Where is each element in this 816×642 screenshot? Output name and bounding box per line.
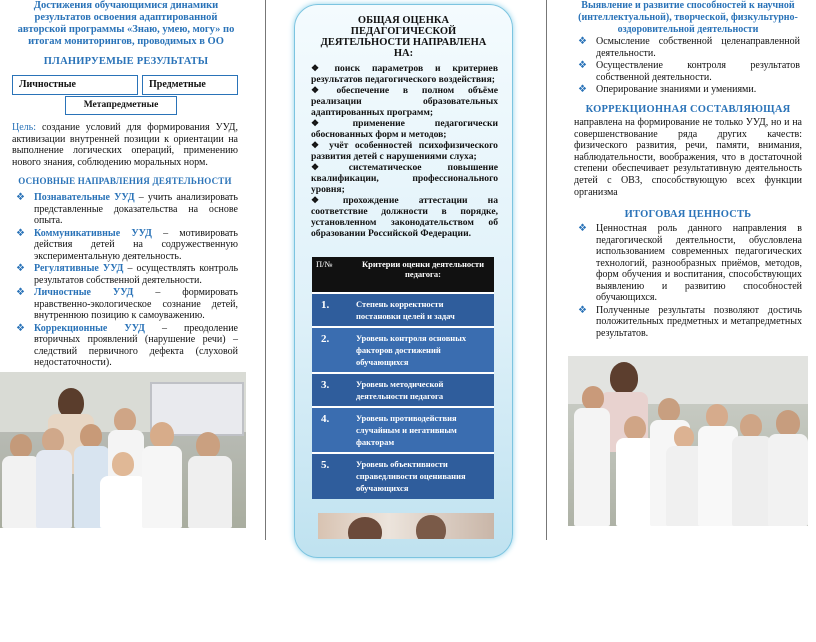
diamond-icon: ❖	[578, 60, 587, 71]
diamond-icon: ❖	[311, 162, 343, 172]
goal-text: создание условий для формирования УУД, активизации внутренней позиции к ориентации на выполнение логических операций, применению нового знания, соблюдению моральных норм.	[12, 122, 238, 168]
list-item-text: прохождение аттестации на соответствие должности в порядке, установленном законодательством об образовании Российской Федерации.	[311, 195, 499, 239]
abilities-list	[574, 36, 800, 97]
row-criterion: Уровень противодействия случайным и негативным факторам	[352, 407, 494, 453]
diamond-icon: ❖	[16, 287, 25, 298]
list-item-text: поиск параметров и критериев результатов педагогического воздействия;	[311, 63, 498, 85]
divider-right	[546, 0, 547, 540]
list-item	[574, 60, 800, 83]
diamond-icon: ❖	[311, 118, 347, 128]
column-header-criteria: Критерии оценки деятельности педагога:	[362, 259, 484, 279]
correction-title: КОРРЕКЦИОННАЯ СОСТАВЛЯЮЩАЯ	[585, 104, 791, 115]
planned-results-title: ПЛАНИРУЕМЫЕ РЕЗУЛЬТАТЫ	[43, 56, 209, 67]
list-item	[574, 305, 802, 340]
final-value-title: ИТОГОВАЯ ЦЕННОСТЬ	[624, 209, 752, 220]
row-criterion: Уровень контроля основных факторов достижений обучающихся	[352, 327, 494, 373]
direction-text: – осуществлять контроль результатов собственной деятельности.	[34, 263, 238, 286]
list-item-text: учёт особенностей психофизического развития детей с нарушениями слуха;	[311, 140, 498, 162]
directions-title: ОСНОВНЫЕ НАПРАВЛЕНИЯ ДЕЯТЕЛЬНОСТИ	[18, 176, 232, 186]
correction-text: направлена на формирование не только УУД, но и на совершенствование ряда других качеств: физического развития, речи, памяти, внимания, наблюдательности, воображения, что в достаточной степени обеспечивает результативную деятельность детей с ОВЗ, способствующую всех функции организма	[574, 117, 802, 198]
table-row	[312, 293, 494, 327]
panel-title: ОБЩАЯ ОЦЕНКА ПЕДАГОГИЧЕСКОЙ ДЕЯТЕЛЬНОСТИ НАПРАВЛЕНА НА:	[320, 15, 487, 59]
direction-term: Регулятивные УУД	[34, 263, 124, 274]
row-number: 3.	[312, 373, 352, 407]
class-photo-right	[568, 356, 808, 526]
direction-text: – мотивировать действия детей на содружественную экспериментальную деятельность.	[34, 227, 238, 262]
list-item	[311, 63, 498, 85]
list-item	[311, 85, 498, 118]
diamond-icon: ❖	[578, 223, 587, 234]
diamond-icon: ❖	[578, 36, 587, 47]
list-item	[574, 84, 800, 96]
goal-paragraph	[12, 122, 238, 168]
list-item-text: Полученные результаты позволяют достичь положительных предметных и метапредметных результатов.	[596, 304, 802, 339]
list-item-text: Осуществление контроля результатов собственной деятельности.	[596, 60, 800, 83]
right-header: Выявление и развитие способностей к научной (интеллектуальной), творческой, физкультурно-оздоровительной деятельности	[578, 0, 798, 35]
direction-term: Личностные УУД	[34, 287, 134, 298]
table-row	[312, 453, 494, 499]
list-item	[311, 195, 498, 239]
table-row	[312, 407, 494, 453]
list-item-text: Ценностная роль данного направления в педагогической деятельности, обусловлена использованием современных педагогических технологий, разнообразных приёмов, методов, форм обучения и воспитания, способствующих выявлению и развитию способностей обучающихся.	[596, 223, 802, 303]
list-item-text: систематическое повышение квалификации, профессионального уровня;	[311, 162, 498, 195]
goal-label: Цель:	[12, 122, 36, 133]
list-item	[12, 287, 238, 322]
box-meta: Метапредметные	[65, 96, 177, 115]
list-item	[574, 223, 802, 304]
list-item-text: Оперирование знаниями и умениями.	[596, 84, 757, 95]
value-list	[574, 223, 802, 340]
diamond-icon: ❖	[16, 322, 25, 334]
list-item	[12, 228, 238, 263]
list-item	[311, 140, 498, 162]
list-item	[574, 36, 800, 59]
column-header-num: П/№	[316, 259, 333, 269]
row-criterion: Уровень объективности справедливости оценивания обучающихся	[352, 453, 494, 499]
direction-text: – преодоление вторичных проявлений (нарушение речи) – следствий первичного дефекта (слуховой недостаточности).	[34, 322, 238, 368]
list-item	[12, 192, 238, 227]
diamond-icon: ❖	[578, 84, 587, 95]
panel-photo	[318, 513, 494, 539]
list-item	[12, 323, 238, 369]
diamond-icon: ❖	[578, 304, 587, 316]
row-number: 4.	[312, 407, 352, 453]
list-item-text: обеспечение в полном объёме реализации образовательных адаптированных программ;	[311, 85, 498, 118]
direction-text: – формировать нравственно-экологическое сознание детей, внутреннюю позицию к самоуважению.	[34, 287, 238, 321]
table-header-row	[312, 257, 494, 293]
left-header: Достижения обучающимися динамики результатов освоения адаптированной авторской программы «Знаю, умею, могу» по итогам мониторингов, проводимых в ОО	[17, 0, 235, 47]
box-subject: Предметные	[142, 75, 238, 95]
direction-term: Коммуникативные УУД	[34, 227, 152, 239]
diamond-icon: ❖	[16, 192, 25, 203]
diamond-icon: ❖	[311, 63, 329, 73]
list-item	[12, 263, 238, 286]
criteria-table	[312, 257, 494, 499]
diamond-icon: ❖	[311, 195, 337, 205]
row-number: 5.	[312, 453, 352, 499]
table-row	[312, 373, 494, 407]
list-item	[311, 162, 498, 195]
direction-text: – учить анализировать представленные доказательства на основе опыта.	[34, 192, 238, 226]
class-photo-left	[0, 372, 246, 528]
box-personal: Личностные	[12, 75, 138, 95]
evaluation-list	[295, 63, 512, 239]
directions-list	[12, 192, 238, 370]
divider-left	[265, 0, 266, 540]
diamond-icon: ❖	[16, 227, 25, 239]
direction-term: Познавательные УУД	[34, 192, 135, 203]
row-criterion: Степень корректности постановки целей и задач	[352, 293, 494, 327]
diamond-icon: ❖	[311, 85, 331, 95]
row-number: 1.	[312, 293, 352, 327]
list-item	[311, 118, 498, 140]
row-criterion: Уровень методической деятельности педагога	[352, 373, 494, 407]
diamond-icon: ❖	[16, 263, 25, 274]
direction-term: Коррекционные УУД	[34, 322, 145, 334]
table-row	[312, 327, 494, 373]
diamond-icon: ❖	[311, 140, 324, 150]
list-item-text: Осмысление собственной целенаправленной деятельности.	[596, 36, 800, 59]
row-number: 2.	[312, 327, 352, 373]
list-item-text: применение педагогически обоснованных форм и методов;	[311, 118, 498, 140]
